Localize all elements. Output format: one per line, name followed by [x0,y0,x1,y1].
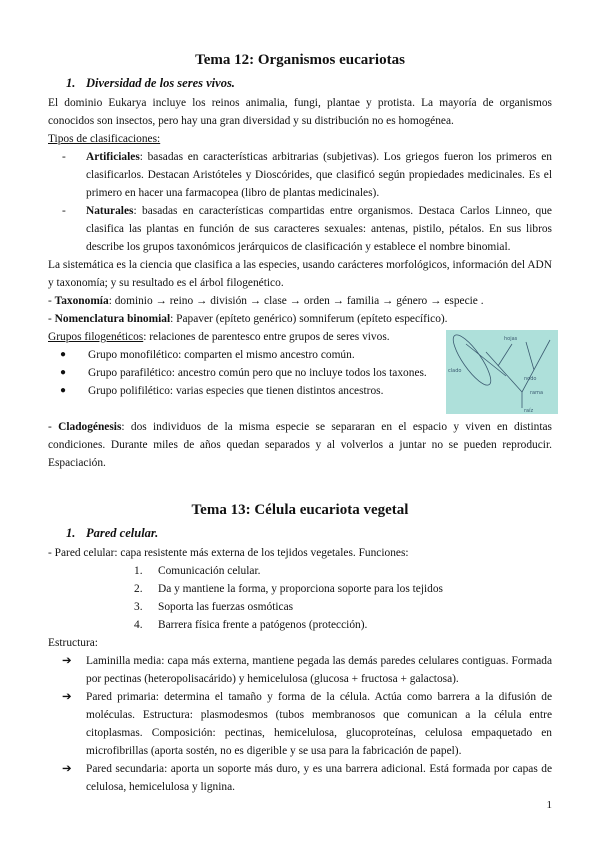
figure-label-mid: nodo [524,376,537,382]
section-number: 1. [66,76,76,90]
section-title: Pared celular. [86,526,159,540]
grupo-parafiletico: ● Grupo parafilético: ancestro común pero que no incluye todos los taxones. [60,367,427,379]
arrow-icon: ➔ [62,655,72,667]
grupos-block [48,328,552,414]
tema12-intro: El dominio Eukarya incluye los reinos animalia, fungi, plantae y protista. La mayoría de organismos conocidos son insectos, pero hay una gran diversidad y su distribución no es homogénea. [48,97,552,127]
grupo-monofiletico: ● Grupo monofilético: comparten el mismo ancestro común. [60,349,355,361]
pared-intro: - Pared celular: capa resistente más externa de los tejidos vegetales. Funciones: [48,547,409,559]
funcion-item: 1. Comunicación celular. [134,565,261,577]
grupo-polifiletico: ● Grupo polifilético: varias especies que tienen distintos ancestros. [60,385,384,397]
figure-label-left: clado [448,368,462,374]
estructura-heading: Estructura: [48,637,98,649]
sistematica-paragraph: La sistemática es la ciencia que clasifica a las especies, usando carácteres morfológicos, información del ADN y taxonomía; y su resultado es el árbol filogenético. [48,259,552,289]
figure-label-top: hojas [504,336,518,342]
estructura-list [48,652,552,796]
funcion-item: 3. Soporta las fuerzas osmóticas [134,601,294,613]
funciones-list [48,562,552,634]
tipos-heading: Tipos de clasificaciones: [48,133,161,145]
arrow-icon: ➔ [62,763,72,775]
tipos-list [48,148,552,256]
arrow-icon: ➔ [62,691,72,703]
spacer [48,490,552,500]
funcion-item: 4. Barrera física frente a patógenos (protección). [134,619,368,631]
grupos-heading: Grupos filogenéticos: relaciones de parentesco entre grupos de seres vivos. [48,331,390,343]
nomenclatura-line: - Nomenclatura binomial: Papaver (epíteto genérico) somniferum (epíteto específico). [48,313,448,325]
page-number: 1 [546,799,552,811]
figure-label-right: rama [530,390,544,396]
estructura-secundaria: ➔ Pared secundaria: aporta un soporte más duro, y es una barrera adicional. Está formada por capas de celulosa, hemicelulosa y lignina. [48,760,552,796]
tema12-section1-heading [66,74,552,92]
grupos-list [48,346,552,400]
tema12-title: Tema 12: Organismos eucariotas [195,52,405,68]
tema13-section1-heading [66,524,552,542]
tipo-artificiales: - Artificiales: basadas en características arbitrarias (subjetivas). Los griegos fueron los primeros en clasificarlos. Destacan Aristóteles y Dioscórides, que clasificó según propiedades medicinales. Es el primero en hacer una farmacopea (libro de plantas medicinales). [62,151,552,199]
spacer [48,472,552,490]
estructura-primaria: ➔ Pared primaria: determina el tamaño y forma de la célula. Actúa como barrera a la difusión de moléculas. Estructura: plasmodesmos (tubos membranosos que comunican a la célula entre citoplasmas. Composición: pectinas, hemicelulosa, glucoproteínas, celulosa empaquetado en microfibrillas (aporta sostén, no es digerible y se usa para la fabricación de papel). [48,688,552,760]
funcion-item: 2. Da y mantiene la forma, y proporciona soporte para los tejidos [134,583,443,595]
section-title: Diversidad de los seres vivos. [86,76,235,90]
section-number: 1. [66,526,76,540]
estructura-laminilla: ➔ Laminilla media: capa más externa, mantiene pegada las demás paredes celulares contiguas. Formada por pectinas (heteropolisacárido) y hemicelulosa (glucosa + fructosa + galactosa). [48,652,552,688]
page-content [48,50,552,796]
tema13-title: Tema 13: Célula eucariota vegetal [191,502,409,518]
cladogenesis-paragraph: - Cladogénesis: dos individuos de la misma especie se separaran en el espacio y viven en distintas condiciones. Durante miles de años quedan separados y al volverlos a juntar no se pueden reproducir. Espaciación. [48,421,552,469]
figure-label-bottom: raíz [524,408,534,414]
tipo-naturales: - Naturales: basadas en características compartidas entre organismos. Destaca Carlos Linneo, que clasifica las plantas en función de sus caracteres sexuales: antenas, pistilo, pétalos. En sus libros describe los grupos taxonómicos jerárquicos de clasificación y establece el nombre binomial. [62,205,552,253]
taxonomia-line: - Taxonomía: dominio → reino → división → clase → orden → familia → género → especie . [48,295,484,307]
